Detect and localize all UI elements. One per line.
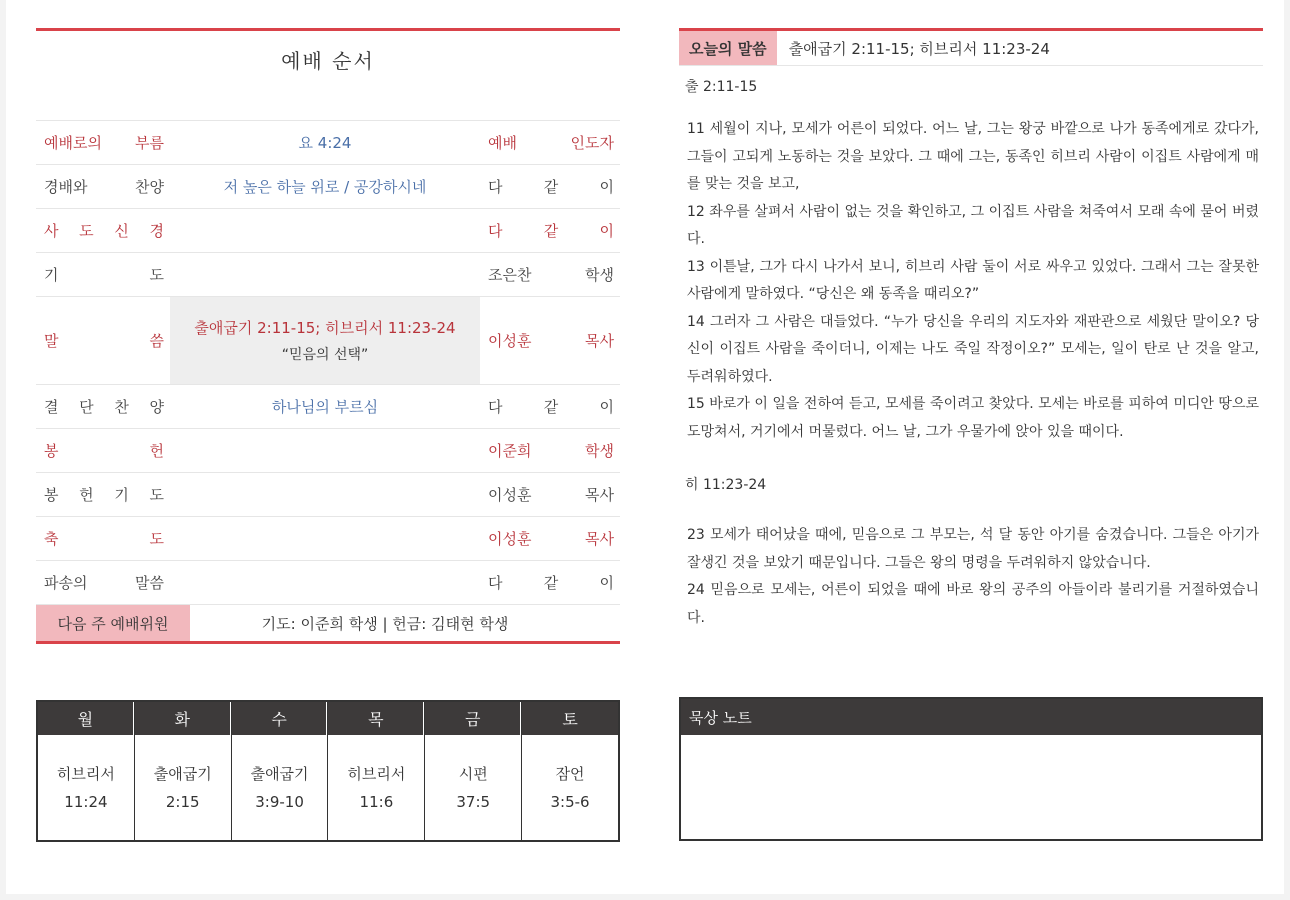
order-row-label: 봉 헌 기 도 — [44, 486, 164, 504]
order-row — [36, 473, 620, 517]
order-row-person: 조은찬 학생 — [488, 266, 614, 284]
order-row-person: 이성훈 목사 — [488, 332, 614, 350]
order-of-service — [36, 28, 620, 644]
weekly-book: 출애굽기 — [153, 764, 212, 783]
order-row-person: 다 같 이 — [488, 574, 614, 592]
order-row-person: 예배 인도자 — [488, 134, 614, 152]
weekly-book: 히브리서 — [56, 764, 115, 783]
order-row — [36, 561, 620, 605]
verse: 13 이튿날, 그가 다시 나가서 보니, 히브리 사람 둘이 서로 싸우고 있었다. 그래서 그는 잘못한 사람에게 말하였다. “당신은 왜 동족을 때리오?” — [687, 258, 1259, 302]
order-row-person: 다 같 이 — [488, 398, 614, 416]
weekly-day-header: 월 — [38, 702, 134, 735]
order-row-person: 이성훈 목사 — [488, 530, 614, 548]
weekly-day-header: 화 — [135, 702, 231, 735]
weekly-ref: 37:5 — [456, 792, 491, 811]
order-row-label: 경배와 찬양 — [44, 178, 164, 196]
weekly-day-body — [328, 735, 424, 840]
passage1 — [679, 116, 1263, 446]
order-row-person: 이준희 학생 — [488, 442, 614, 460]
weekly-day-column — [522, 702, 618, 840]
passage2 — [679, 522, 1263, 632]
sermon-title: “믿음의 선택” — [281, 347, 369, 363]
next-week-label: 다음 주 예배위원 — [36, 605, 190, 641]
weekly-book: 시편 — [458, 764, 488, 783]
order-row-content — [170, 209, 480, 252]
order-row-label: 파송의 말씀 — [44, 574, 164, 592]
order-row-person: 다 같 이 — [488, 178, 614, 196]
verse: 12 좌우를 살펴서 사람이 없는 것을 확인하고, 그 이집트 사람을 쳐죽여서 모래 속에 묻어 버렸다. — [687, 203, 1259, 247]
note-title: 묵상 노트 — [681, 699, 1261, 735]
weekly-day-body — [135, 735, 231, 840]
weekly-day-header: 금 — [425, 702, 521, 735]
order-row-content — [170, 517, 480, 560]
weekly-day-column — [38, 702, 135, 840]
order-row-label: 말 씀 — [44, 332, 164, 350]
order-row-content — [170, 429, 480, 472]
passage2-reference: 히 11:23-24 — [685, 477, 767, 493]
order-row-content — [170, 121, 480, 164]
word-header — [679, 31, 1263, 66]
weekly-day-header: 목 — [328, 702, 424, 735]
order-row-label: 사 도 신 경 — [44, 222, 164, 240]
verse: 15 바로가 이 일을 전하여 듣고, 모세를 죽이려고 찾았다. 모세는 바로를 피하여 미디안 땅으로 도망쳐서, 거기에서 머물렀다. 어느 날, 그가 우물가에 앉아 있을 때이다. — [687, 396, 1259, 440]
order-row — [36, 209, 620, 253]
order-row — [36, 385, 620, 429]
weekly-day-header: 수 — [232, 702, 328, 735]
order-row-label: 예배로의 부름 — [44, 134, 164, 152]
weekly-day-column — [135, 702, 232, 840]
order-row-content — [170, 253, 480, 296]
weekly-book: 출애굽기 — [250, 764, 309, 783]
order-rows — [36, 121, 620, 605]
order-row-person: 다 같 이 — [488, 222, 614, 240]
order-row-content — [170, 165, 480, 208]
order-row-label: 봉 헌 — [44, 442, 164, 460]
verse: 14 그러자 그 사람은 대들었다. “누가 당신을 우리의 지도자와 재판관으로 세웠단 말이오? 당신이 이집트 사람을 죽이더니, 이제는 나도 죽일 작정이오?” 모세는, 일이 탄로 난 것을 알고, 두려워하였다. — [687, 313, 1259, 385]
weekly-day-body — [38, 735, 134, 840]
order-row-content-text: 출애굽기 2:11-15; 히브리서 11:23-24 — [194, 319, 456, 337]
order-row — [36, 165, 620, 209]
order-row-content-text: 요 4:24 — [298, 134, 352, 152]
order-row-content-text: 하나님의 부르심 — [271, 398, 379, 416]
weekly-book: 히브리서 — [347, 764, 406, 783]
order-row-label: 결 단 찬 양 — [44, 398, 164, 416]
todays-word — [679, 28, 1263, 632]
weekly-day-body — [522, 735, 618, 840]
order-row-label: 축 도 — [44, 530, 164, 548]
weekly-reading-table — [36, 700, 620, 842]
order-row — [36, 121, 620, 165]
weekly-ref: 3:9-10 — [255, 792, 304, 811]
weekly-book: 잠언 — [555, 764, 585, 783]
order-row-content — [170, 297, 480, 384]
order-row-content — [170, 385, 480, 428]
word-reference: 출애굽기 2:11-15; 히브리서 11:23-24 — [788, 39, 1050, 58]
weekly-day-column — [328, 702, 425, 840]
verse: 11 세월이 지나, 모세가 어른이 되었다. 어느 날, 그는 왕궁 바깥으로 나가 동족에게로 갔다가, 그들이 고되게 노동하는 것을 보았다. 그 때에 그는, 동족인 히브리 사람이 이집트 사람에게 매를 맞는 것을 보고, — [687, 121, 1259, 192]
weekly-ref: 11:24 — [64, 792, 108, 811]
passage1-reference: 출 2:11-15 — [685, 79, 758, 95]
weekly-day-column — [425, 702, 522, 840]
order-row — [36, 429, 620, 473]
order-row — [36, 517, 620, 561]
weekly-ref: 3:5-6 — [550, 792, 590, 811]
order-row-content — [170, 561, 480, 604]
note-area[interactable] — [681, 735, 1261, 839]
weekly-ref: 11:6 — [359, 792, 394, 811]
order-row-content — [170, 473, 480, 516]
order-row-person: 이성훈 목사 — [488, 486, 614, 504]
bulletin-page — [6, 0, 1284, 894]
weekly-day-header: 토 — [522, 702, 618, 735]
next-week-committee — [36, 605, 620, 644]
order-title: 예배 순서 — [36, 31, 620, 121]
order-row — [36, 253, 620, 297]
order-row — [36, 297, 620, 385]
verse: 24 믿음으로 모세는, 어른이 되었을 때에 바로 왕의 공주의 아들이라 불리기를 거절하였습니다. — [687, 582, 1259, 626]
order-row-content-text: 저 높은 하늘 위로 / 공강하시네 — [223, 178, 427, 196]
order-row-label: 기 도 — [44, 266, 164, 284]
word-badge: 오늘의 말씀 — [679, 31, 777, 65]
next-week-content: 기도: 이준희 학생 | 헌금: 김태현 학생 — [261, 614, 509, 633]
verse: 23 모세가 태어났을 때에, 믿음으로 그 부모는, 석 달 동안 아기를 숨겼습니다. 그들은 아기가 잘생긴 것을 보았기 때문입니다. 그들은 왕의 명령을 두려워하지 않았습니다. — [687, 527, 1259, 571]
weekly-day-body — [232, 735, 328, 840]
meditation-note — [679, 697, 1263, 841]
weekly-day-body — [425, 735, 521, 840]
weekly-day-column — [232, 702, 329, 840]
weekly-ref: 2:15 — [165, 792, 200, 811]
